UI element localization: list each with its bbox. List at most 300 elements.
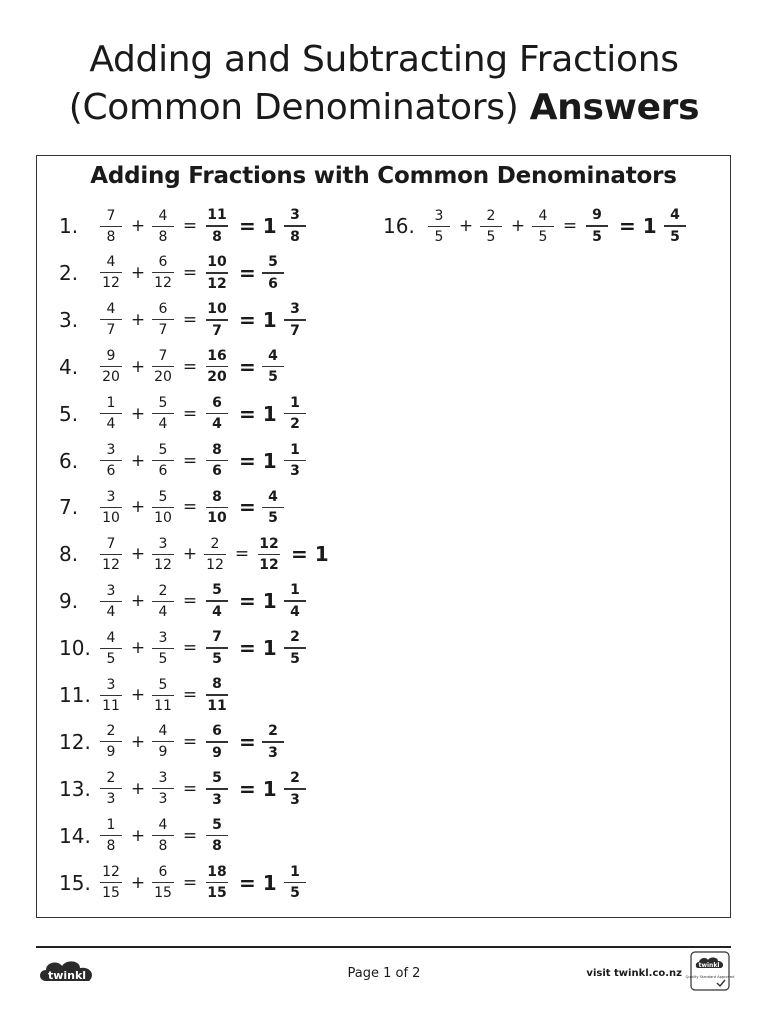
sum-fraction-denominator: 8 bbox=[212, 838, 222, 855]
addend-fraction-bar bbox=[100, 460, 122, 461]
addend-fraction bbox=[97, 861, 125, 905]
sum-fraction bbox=[203, 673, 231, 717]
simplified-fraction bbox=[281, 204, 309, 248]
addend-fraction bbox=[97, 532, 125, 576]
addend-fraction-bar bbox=[100, 272, 122, 273]
addend-fraction bbox=[201, 532, 229, 576]
addend-fraction bbox=[529, 204, 557, 248]
badge-caption: Quality Standard Approved bbox=[685, 975, 735, 979]
sum-fraction-denominator: 4 bbox=[212, 603, 222, 620]
simplified-fraction-numerator: 2 bbox=[290, 770, 300, 787]
addend-fraction-numerator: 2 bbox=[158, 582, 168, 599]
addend-fraction-bar bbox=[532, 226, 554, 227]
simplified-fraction-numerator: 2 bbox=[290, 629, 300, 646]
simplified-fraction bbox=[259, 485, 287, 529]
simplified-fraction-numerator: 1 bbox=[290, 441, 300, 458]
sum-fraction-numerator: 16 bbox=[207, 347, 227, 364]
addend-fraction bbox=[97, 392, 125, 436]
addend-fraction-numerator: 3 bbox=[158, 629, 168, 646]
sum-fraction-numerator: 10 bbox=[207, 254, 227, 271]
addend-fraction-numerator: 5 bbox=[158, 488, 168, 505]
page-number: Page 1 of 2 bbox=[347, 966, 421, 981]
equals-sign: = bbox=[182, 403, 198, 424]
addend-fraction bbox=[149, 392, 177, 436]
addend-fraction-numerator: 4 bbox=[158, 723, 168, 740]
sum-fraction-denominator: 12 bbox=[207, 275, 227, 292]
result-whole: = bbox=[239, 729, 256, 754]
addend-fraction-denominator: 6 bbox=[158, 463, 168, 479]
problem-number: 16. bbox=[383, 214, 415, 238]
addend-fraction bbox=[97, 439, 125, 483]
sum-fraction-denominator: 4 bbox=[212, 416, 222, 433]
addend-fraction bbox=[149, 814, 177, 858]
logo-text: twinkl bbox=[47, 969, 87, 982]
simplified-fraction bbox=[259, 720, 287, 764]
addend-fraction bbox=[477, 204, 505, 248]
addend-fraction-numerator: 1 bbox=[106, 817, 116, 834]
addend-fraction-bar bbox=[152, 319, 174, 320]
problem-number: 5. bbox=[59, 401, 79, 426]
addend-fraction-denominator: 6 bbox=[106, 463, 116, 479]
simplified-fraction-denominator: 2 bbox=[290, 416, 300, 433]
addend-fraction-bar bbox=[100, 835, 122, 836]
section-heading: Adding Fractions with Common Denominators bbox=[90, 163, 677, 189]
addend-fraction-numerator: 5 bbox=[158, 395, 168, 412]
addend-fraction-bar bbox=[152, 226, 174, 227]
sum-fraction bbox=[203, 767, 231, 811]
addend-fraction-bar bbox=[100, 648, 122, 649]
result-whole: = bbox=[239, 495, 256, 520]
visit-link[interactable]: visit twinkl.co.nz bbox=[586, 968, 682, 979]
simplified-fraction bbox=[281, 767, 309, 811]
sum-fraction-numerator: 8 bbox=[212, 676, 222, 693]
addend-fraction-bar bbox=[428, 226, 450, 227]
sum-fraction bbox=[203, 345, 231, 389]
addend-fraction-bar bbox=[152, 695, 174, 696]
addend-fraction-denominator: 4 bbox=[158, 416, 168, 433]
addend-fraction-denominator: 8 bbox=[158, 838, 168, 855]
plus-sign: + bbox=[182, 544, 198, 565]
plus-sign: + bbox=[130, 638, 146, 659]
addend-fraction-numerator: 9 bbox=[106, 348, 116, 365]
problem-number: 8. bbox=[59, 542, 79, 567]
addend-fraction-bar bbox=[152, 741, 174, 742]
addend-fraction bbox=[149, 485, 177, 529]
addend-fraction-denominator: 10 bbox=[154, 509, 172, 526]
simplified-fraction-denominator: 5 bbox=[670, 228, 680, 245]
simplified-fraction bbox=[259, 345, 287, 389]
addend-fraction-bar bbox=[100, 366, 122, 367]
addend-fraction-bar bbox=[152, 272, 174, 273]
sum-fraction-denominator: 8 bbox=[212, 228, 222, 245]
sum-fraction-bar bbox=[206, 835, 228, 837]
problem-number: 3. bbox=[59, 307, 79, 332]
sum-fraction-numerator: 10 bbox=[207, 301, 227, 318]
plus-sign: + bbox=[130, 825, 146, 846]
sum-fraction bbox=[255, 532, 283, 576]
plus-sign: + bbox=[130, 356, 146, 377]
addend-fraction-numerator: 5 bbox=[158, 442, 168, 458]
addend-fraction-denominator: 5 bbox=[434, 228, 444, 245]
sum-fraction-denominator: 3 bbox=[212, 791, 222, 808]
addend-fraction-bar bbox=[152, 366, 174, 367]
addend-fraction-numerator: 3 bbox=[434, 207, 444, 224]
addend-fraction-numerator: 4 bbox=[106, 629, 116, 646]
quality-badge-icon bbox=[685, 951, 735, 991]
addend-fraction-denominator: 8 bbox=[158, 228, 168, 245]
sum-fraction bbox=[203, 720, 231, 764]
equals-sign: = bbox=[182, 356, 198, 377]
addend-fraction-denominator: 20 bbox=[102, 369, 120, 386]
sum-fraction-numerator: 8 bbox=[212, 488, 222, 505]
sum-fraction-bar bbox=[206, 694, 228, 696]
page-title-line-1: Adding and Subtracting Fractions bbox=[89, 39, 679, 80]
plus-sign: + bbox=[130, 872, 146, 893]
simplified-fraction-numerator: 4 bbox=[670, 207, 680, 224]
addend-fraction-denominator: 5 bbox=[538, 228, 548, 245]
addend-fraction-denominator: 20 bbox=[154, 369, 172, 386]
addend-fraction bbox=[149, 767, 177, 811]
addend-fraction-bar bbox=[100, 554, 122, 555]
addend-fraction bbox=[149, 532, 177, 576]
sum-fraction-denominator: 9 bbox=[212, 744, 222, 761]
addend-fraction-bar bbox=[100, 507, 122, 508]
addend-fraction-numerator: 7 bbox=[158, 348, 168, 365]
addend-fraction-bar bbox=[100, 741, 122, 742]
addend-fraction-denominator: 9 bbox=[158, 744, 168, 761]
addend-fraction-bar bbox=[480, 226, 502, 227]
problem-number: 1. bbox=[59, 214, 79, 238]
title-answers: Answers bbox=[529, 87, 700, 128]
sum-fraction-denominator: 12 bbox=[259, 557, 279, 574]
problem-number: 6. bbox=[59, 448, 79, 473]
simplified-fraction-numerator: 3 bbox=[290, 301, 300, 318]
simplified-fraction-denominator: 7 bbox=[290, 322, 300, 339]
result-whole: = 1 bbox=[239, 870, 277, 895]
addend-fraction-bar bbox=[100, 788, 122, 789]
problem-number: 12. bbox=[59, 729, 91, 754]
sum-fraction-denominator: 6 bbox=[212, 463, 222, 480]
addend-fraction-denominator: 12 bbox=[206, 556, 224, 573]
sum-fraction-numerator: 5 bbox=[212, 816, 222, 833]
addend-fraction-bar bbox=[152, 882, 174, 883]
problem-number: 15. bbox=[59, 870, 91, 895]
simplified-fraction-bar bbox=[284, 788, 306, 790]
simplified-fraction-bar bbox=[262, 507, 284, 509]
simplified-fraction-denominator: 5 bbox=[290, 650, 300, 667]
addend-fraction bbox=[149, 720, 177, 764]
sum-fraction bbox=[203, 298, 231, 342]
addend-fraction bbox=[149, 298, 177, 342]
addend-fraction-numerator: 4 bbox=[106, 301, 116, 318]
addend-fraction-denominator: 5 bbox=[158, 650, 168, 667]
problem-number: 4. bbox=[59, 354, 79, 379]
addend-fraction-denominator: 10 bbox=[102, 509, 120, 526]
addend-fraction-denominator: 3 bbox=[106, 791, 116, 808]
addend-fraction-numerator: 2 bbox=[106, 723, 116, 740]
addend-fraction-numerator: 4 bbox=[158, 207, 168, 224]
addend-fraction-bar bbox=[204, 554, 226, 555]
plus-sign: + bbox=[130, 778, 146, 799]
problem-number: 10. bbox=[59, 636, 91, 661]
simplified-fraction-denominator: 5 bbox=[268, 369, 278, 386]
addend-fraction-numerator: 12 bbox=[102, 864, 120, 881]
addend-fraction-denominator: 8 bbox=[106, 838, 116, 855]
addend-fraction-numerator: 3 bbox=[106, 676, 116, 693]
addend-fraction-numerator: 2 bbox=[106, 770, 116, 787]
addend-fraction bbox=[149, 345, 177, 389]
plus-sign: + bbox=[130, 685, 146, 705]
addend-fraction bbox=[149, 861, 177, 905]
simplified-fraction-bar bbox=[284, 225, 306, 227]
sum-fraction-bar bbox=[206, 788, 228, 790]
sum-fraction bbox=[203, 579, 231, 623]
addend-fraction-numerator: 7 bbox=[106, 207, 116, 224]
addend-fraction-numerator: 4 bbox=[538, 207, 548, 224]
addend-fraction-denominator: 11 bbox=[154, 697, 172, 714]
simplified-fraction-bar bbox=[284, 319, 306, 321]
result-whole: = 1 bbox=[291, 542, 329, 567]
addend-fraction bbox=[97, 673, 125, 717]
simplified-fraction-denominator: 3 bbox=[290, 791, 300, 808]
equals-sign: = bbox=[234, 544, 250, 565]
addend-fraction-denominator: 3 bbox=[158, 791, 168, 808]
addend-fraction-numerator: 6 bbox=[158, 254, 168, 271]
problem-number: 11. bbox=[59, 683, 91, 707]
addend-fraction-numerator: 7 bbox=[106, 535, 116, 552]
problem-number: 2. bbox=[59, 260, 79, 285]
sum-fraction bbox=[203, 626, 231, 670]
result-whole: = bbox=[239, 260, 256, 285]
addend-fraction-bar bbox=[152, 413, 174, 414]
addend-fraction-numerator: 3 bbox=[106, 582, 116, 599]
addend-fraction-bar bbox=[152, 507, 174, 508]
addend-fraction bbox=[149, 439, 177, 483]
simplified-fraction-denominator: 5 bbox=[290, 885, 300, 902]
plus-sign: + bbox=[130, 262, 146, 283]
addend-fraction-bar bbox=[152, 554, 174, 555]
addend-fraction-denominator: 4 bbox=[106, 603, 116, 620]
addend-fraction bbox=[97, 251, 125, 295]
addend-fraction-denominator: 5 bbox=[486, 228, 496, 245]
equals-sign: = bbox=[562, 216, 578, 236]
simplified-fraction-bar bbox=[284, 882, 306, 884]
simplified-fraction-denominator: 6 bbox=[268, 275, 278, 292]
simplified-fraction-bar bbox=[262, 272, 284, 274]
sum-fraction bbox=[203, 439, 231, 483]
sum-fraction-bar bbox=[206, 319, 228, 321]
simplified-fraction bbox=[281, 579, 309, 623]
plus-sign: + bbox=[130, 497, 146, 518]
sum-fraction-denominator: 5 bbox=[592, 228, 602, 245]
addend-fraction-bar bbox=[100, 695, 122, 696]
simplified-fraction-denominator: 5 bbox=[268, 510, 278, 527]
simplified-fraction bbox=[281, 626, 309, 670]
simplified-fraction bbox=[259, 251, 287, 295]
simplified-fraction-numerator: 4 bbox=[268, 347, 278, 364]
simplified-fraction-numerator: 5 bbox=[268, 254, 278, 271]
sum-fraction-bar bbox=[206, 507, 228, 509]
addend-fraction bbox=[97, 814, 125, 858]
addend-fraction-bar bbox=[100, 319, 122, 320]
addend-fraction-denominator: 15 bbox=[154, 885, 172, 902]
equals-sign: = bbox=[182, 638, 198, 659]
sum-fraction-numerator: 18 bbox=[207, 863, 227, 880]
equals-sign: = bbox=[182, 262, 198, 283]
addend-fraction-bar bbox=[152, 460, 174, 461]
addend-fraction bbox=[149, 626, 177, 670]
addend-fraction-bar bbox=[152, 601, 174, 602]
simplified-fraction-denominator: 8 bbox=[290, 228, 300, 245]
plus-sign: + bbox=[130, 309, 146, 330]
sum-fraction-bar bbox=[206, 272, 228, 274]
simplified-fraction-bar bbox=[262, 366, 284, 368]
sum-fraction-denominator: 15 bbox=[207, 885, 227, 902]
sum-fraction-bar bbox=[206, 741, 228, 743]
result-whole: = 1 bbox=[239, 401, 277, 426]
problem-number: 13. bbox=[59, 776, 91, 801]
plus-sign: + bbox=[130, 731, 146, 752]
addend-fraction bbox=[97, 579, 125, 623]
sum-fraction-bar bbox=[206, 413, 228, 415]
addend-fraction-bar bbox=[100, 413, 122, 414]
addend-fraction bbox=[97, 298, 125, 342]
addend-fraction-bar bbox=[152, 835, 174, 836]
simplified-fraction bbox=[281, 392, 309, 436]
equals-sign: = bbox=[182, 497, 198, 518]
page-title-line-2 bbox=[0, 84, 768, 132]
simplified-fraction-bar bbox=[284, 460, 306, 462]
sum-fraction bbox=[583, 204, 611, 248]
equals-sign: = bbox=[182, 309, 198, 330]
simplified-fraction bbox=[281, 861, 309, 905]
addend-fraction bbox=[97, 720, 125, 764]
result-whole: = 1 bbox=[239, 776, 277, 801]
plus-sign: + bbox=[130, 544, 146, 565]
result-whole: = 1 bbox=[239, 589, 277, 614]
addend-fraction-numerator: 3 bbox=[106, 488, 116, 505]
plus-sign: + bbox=[510, 216, 526, 236]
sum-fraction bbox=[203, 814, 231, 858]
addend-fraction-numerator: 5 bbox=[158, 676, 168, 693]
sum-fraction-numerator: 5 bbox=[212, 770, 222, 787]
title-prefix: (Common Denominators) bbox=[68, 87, 530, 128]
sum-fraction-bar bbox=[258, 554, 280, 556]
simplified-fraction-bar bbox=[664, 225, 686, 227]
addend-fraction-numerator: 3 bbox=[158, 770, 168, 787]
addend-fraction-numerator: 3 bbox=[158, 535, 168, 552]
equals-sign: = bbox=[182, 778, 198, 799]
sum-fraction-numerator: 5 bbox=[212, 582, 222, 599]
simplified-fraction-numerator: 1 bbox=[290, 582, 300, 599]
simplified-fraction-bar bbox=[284, 600, 306, 602]
equals-sign: = bbox=[182, 450, 198, 471]
equals-sign: = bbox=[182, 216, 198, 236]
sum-fraction-numerator: 12 bbox=[259, 535, 279, 552]
addend-fraction-denominator: 12 bbox=[154, 556, 172, 573]
addend-fraction-denominator: 7 bbox=[106, 322, 116, 339]
result-whole: = 1 bbox=[619, 214, 657, 238]
sum-fraction-denominator: 20 bbox=[207, 369, 227, 386]
sum-fraction bbox=[203, 251, 231, 295]
addend-fraction-denominator: 4 bbox=[106, 416, 116, 433]
addend-fraction-numerator: 1 bbox=[106, 395, 116, 412]
sum-fraction-bar bbox=[206, 460, 228, 462]
addend-fraction-numerator: 4 bbox=[158, 817, 168, 834]
sum-fraction-denominator: 10 bbox=[207, 510, 227, 527]
sum-fraction bbox=[203, 392, 231, 436]
sum-fraction-bar bbox=[586, 225, 608, 227]
simplified-fraction-denominator: 4 bbox=[290, 603, 300, 620]
addend-fraction-bar bbox=[152, 648, 174, 649]
addend-fraction bbox=[149, 673, 177, 717]
sum-fraction-denominator: 5 bbox=[212, 650, 222, 667]
sum-fraction-numerator: 6 bbox=[212, 723, 222, 740]
addend-fraction-denominator: 5 bbox=[106, 650, 116, 667]
addend-fraction-denominator: 7 bbox=[158, 322, 168, 339]
addend-fraction-denominator: 11 bbox=[102, 697, 120, 714]
sum-fraction-bar bbox=[206, 366, 228, 368]
addend-fraction-bar bbox=[100, 226, 122, 227]
sum-fraction-numerator: 9 bbox=[592, 207, 602, 224]
sum-fraction-denominator: 11 bbox=[207, 697, 227, 714]
addend-fraction bbox=[425, 204, 453, 248]
addend-fraction-denominator: 12 bbox=[102, 556, 120, 573]
simplified-fraction-numerator: 1 bbox=[290, 863, 300, 880]
equals-sign: = bbox=[182, 591, 198, 612]
addend-fraction-bar bbox=[152, 788, 174, 789]
result-whole: = 1 bbox=[239, 636, 277, 661]
badge-text: twinkl bbox=[698, 962, 720, 969]
sum-fraction-numerator: 7 bbox=[212, 629, 222, 646]
simplified-fraction-bar bbox=[284, 647, 306, 649]
simplified-fraction-numerator: 1 bbox=[290, 394, 300, 411]
sum-fraction-numerator: 6 bbox=[212, 394, 222, 411]
addend-fraction bbox=[149, 204, 177, 248]
addend-fraction-denominator: 15 bbox=[102, 885, 120, 902]
simplified-fraction bbox=[281, 439, 309, 483]
result-whole: = 1 bbox=[239, 448, 277, 473]
plus-sign: + bbox=[458, 216, 474, 236]
addend-fraction bbox=[97, 485, 125, 529]
simplified-fraction-denominator: 3 bbox=[268, 744, 278, 761]
sum-fraction-denominator: 7 bbox=[212, 322, 222, 339]
addend-fraction-denominator: 4 bbox=[158, 603, 168, 620]
simplified-fraction-numerator: 4 bbox=[268, 488, 278, 505]
addend-fraction-numerator: 6 bbox=[158, 301, 168, 318]
plus-sign: + bbox=[130, 216, 146, 236]
addend-fraction-numerator: 4 bbox=[106, 254, 116, 271]
addend-fraction-numerator: 6 bbox=[158, 864, 168, 881]
addend-fraction-denominator: 8 bbox=[106, 228, 116, 245]
addend-fraction-denominator: 9 bbox=[106, 744, 116, 761]
sum-fraction bbox=[203, 485, 231, 529]
sum-fraction-bar bbox=[206, 600, 228, 602]
addend-fraction-bar bbox=[100, 882, 122, 883]
equals-sign: = bbox=[182, 825, 198, 846]
equals-sign: = bbox=[182, 685, 198, 705]
sum-fraction bbox=[203, 861, 231, 905]
simplified-fraction-denominator: 3 bbox=[290, 463, 300, 480]
simplified-fraction-bar bbox=[284, 413, 306, 415]
footer-divider bbox=[36, 946, 731, 948]
simplified-fraction bbox=[281, 298, 309, 342]
sum-fraction-numerator: 11 bbox=[207, 207, 227, 224]
problem-number: 9. bbox=[59, 589, 79, 614]
addend-fraction-denominator: 12 bbox=[154, 275, 172, 292]
addend-fraction-bar bbox=[100, 601, 122, 602]
sum-fraction-numerator: 8 bbox=[212, 441, 222, 458]
